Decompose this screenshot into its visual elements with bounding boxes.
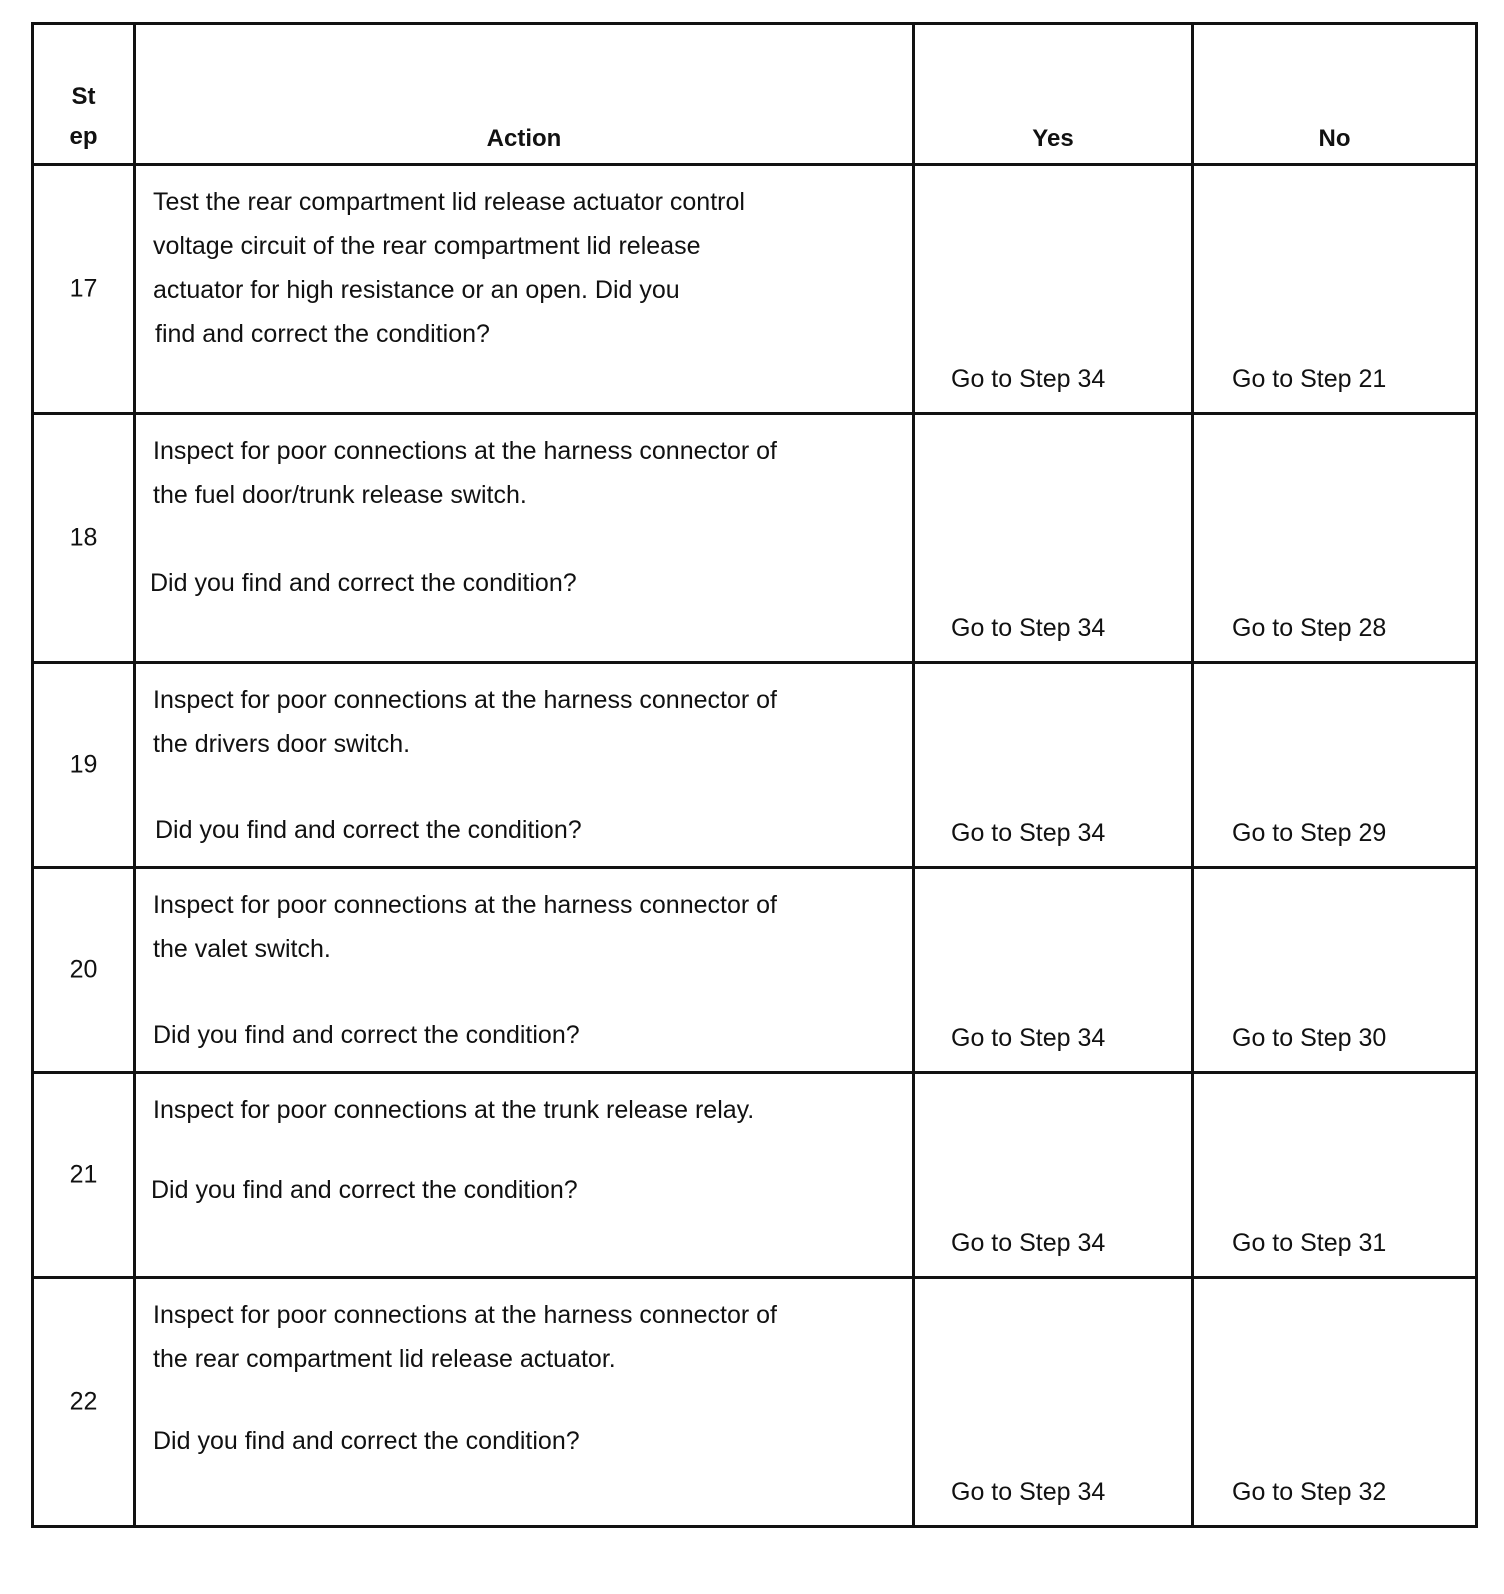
action-line: Inspect for poor connections at the harness connector of: [153, 891, 777, 919]
step-cell: [33, 414, 135, 663]
no-goto-link[interactable]: Go to Step 28: [1232, 614, 1387, 642]
action-line: the fuel door/trunk release switch.: [153, 481, 527, 509]
action-cell: [135, 663, 914, 868]
header-step-line1: St: [71, 83, 96, 110]
action-line: Test the rear compartment lid release actuator control: [153, 188, 745, 216]
action-text: [153, 678, 892, 766]
no-goto-link[interactable]: Go to Step 31: [1232, 1229, 1387, 1257]
table-body: [33, 165, 1477, 1527]
no-cell: [1193, 868, 1477, 1073]
action-text: [153, 883, 892, 971]
table-row: [33, 868, 1477, 1073]
no-goto-link[interactable]: Go to Step 30: [1232, 1024, 1387, 1052]
action-question: Did you find and correct the condition?: [153, 1427, 580, 1455]
action-line: the valet switch.: [153, 935, 331, 963]
action-cell: [135, 1278, 914, 1527]
action-line: voltage circuit of the rear compartment lid release: [153, 232, 701, 260]
diagnostic-steps-table: [31, 22, 1478, 1528]
no-cell: [1193, 414, 1477, 663]
step-number: 22: [69, 1387, 98, 1416]
action-line: actuator for high resistance or an open. Did you: [153, 276, 680, 304]
yes-goto-link[interactable]: Go to Step 34: [951, 1229, 1106, 1257]
yes-cell: [914, 663, 1193, 868]
no-goto-link[interactable]: Go to Step 21: [1232, 365, 1387, 393]
yes-cell: [914, 1073, 1193, 1278]
no-cell: [1193, 663, 1477, 868]
action-question: Did you find and correct the condition?: [153, 1021, 580, 1049]
action-text: [153, 1088, 892, 1132]
action-line: Inspect for poor connections at the harness connector of: [153, 686, 777, 714]
no-cell: [1193, 165, 1477, 414]
action-line: find and correct the condition?: [155, 320, 490, 348]
yes-cell: [914, 414, 1193, 663]
step-number: 17: [69, 274, 98, 303]
header-yes: [914, 24, 1193, 165]
step-cell: [33, 868, 135, 1073]
action-line: Inspect for poor connections at the harness connector of: [153, 1301, 777, 1329]
step-number: 20: [69, 955, 98, 984]
table-row: [33, 165, 1477, 414]
header-no: [1193, 24, 1477, 165]
step-number: 21: [69, 1160, 98, 1189]
header-step-line2: ep: [69, 123, 98, 150]
action-question: Did you find and correct the condition?: [151, 1176, 578, 1204]
table-row: [33, 1073, 1477, 1278]
action-text: [153, 1293, 892, 1381]
no-cell: [1193, 1278, 1477, 1527]
no-goto-link[interactable]: Go to Step 29: [1232, 819, 1387, 847]
header-no-label: No: [1318, 125, 1351, 152]
step-number: 18: [69, 523, 98, 552]
table-row: [33, 663, 1477, 868]
no-cell: [1193, 1073, 1477, 1278]
step-cell: [33, 165, 135, 414]
action-cell: [135, 1073, 914, 1278]
action-cell: [135, 165, 914, 414]
table-row: [33, 414, 1477, 663]
action-text: [153, 180, 892, 356]
action-line: the drivers door switch.: [153, 730, 411, 758]
yes-goto-link[interactable]: Go to Step 34: [951, 819, 1106, 847]
yes-cell: [914, 868, 1193, 1073]
step-number: 19: [69, 750, 98, 779]
yes-goto-link[interactable]: Go to Step 34: [951, 1024, 1106, 1052]
step-cell: [33, 663, 135, 868]
action-cell: [135, 868, 914, 1073]
action-question: Did you find and correct the condition?: [155, 816, 582, 844]
no-goto-link[interactable]: Go to Step 32: [1232, 1478, 1387, 1506]
yes-cell: [914, 1278, 1193, 1527]
table-row: [33, 1278, 1477, 1527]
action-line: the rear compartment lid release actuator.: [153, 1345, 616, 1373]
action-text: [153, 429, 892, 517]
step-cell: [33, 1278, 135, 1527]
action-cell: [135, 414, 914, 663]
yes-cell: [914, 165, 1193, 414]
header-yes-label: Yes: [1032, 125, 1074, 152]
yes-goto-link[interactable]: Go to Step 34: [951, 365, 1106, 393]
header-action-label: Action: [486, 125, 562, 152]
yes-goto-link[interactable]: Go to Step 34: [951, 614, 1106, 642]
action-line: Inspect for poor connections at the trunk release relay.: [153, 1096, 755, 1124]
action-question: Did you find and correct the condition?: [150, 569, 577, 597]
yes-goto-link[interactable]: Go to Step 34: [951, 1478, 1106, 1506]
step-cell: [33, 1073, 135, 1278]
action-line: Inspect for poor connections at the harness connector of: [153, 437, 777, 465]
header-action: [135, 24, 914, 165]
table-header-row: [33, 24, 1477, 165]
header-step: [33, 24, 135, 165]
